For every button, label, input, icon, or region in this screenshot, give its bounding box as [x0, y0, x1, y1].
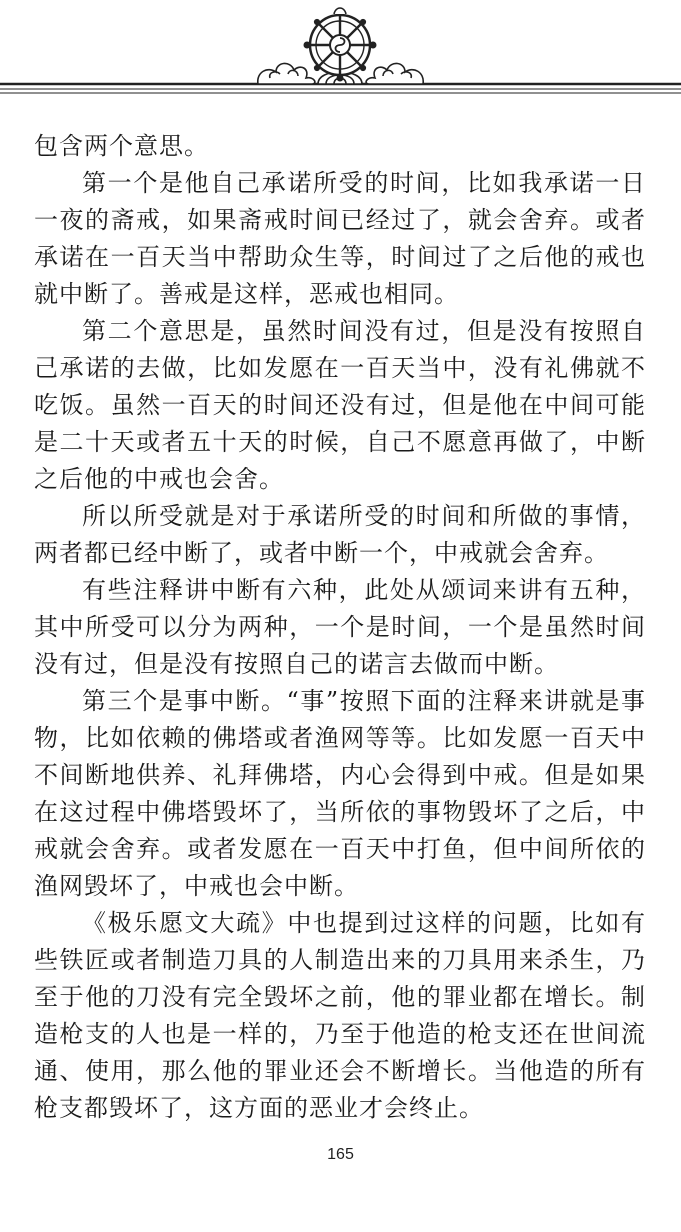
cloud-scroll-ornament-right	[366, 63, 423, 84]
cloud-scroll-ornament-left	[258, 63, 315, 84]
body-text	[34, 128, 646, 1127]
page-header-ornament	[0, 0, 681, 110]
header-rule-lines	[0, 84, 681, 93]
paragraph: 第三个是事中断。“事”按照下面的注释来讲就是事物，比如依赖的佛塔或者渔网等等。比如发愿一百天中不间断地供养、礼拜佛塔，内心会得到中戒。但是如果在这过程中佛塔毁坏了，当所依的事物毁坏了之后，中戒就会舍弃。或者发愿在一百天中打鱼，但中间所依的渔网毁坏了，中戒也会中断。	[34, 687, 646, 900]
paragraph: 有些注释讲中断有六种，此处从颂词来讲有五种，其中所受可以分为两种，一个是时间，一个是虽然时间没有过，但是没有按照自己的诺言去做而中断。	[34, 576, 646, 678]
page-number: 165	[327, 1146, 354, 1163]
paragraph: 《极乐愿文大疏》中也提到过这样的问题，比如有些铁匠或者制造刀具的人制造出来的刀具用来杀生，乃至于他的刀没有完全毁坏之前，他的罪业都在增长。制造枪支的人也是一样的，乃至于他造的枪支还在世间流通、使用，那么他的罪业还会不断增长。当他造的所有枪支都毁坏了，这方面的恶业才会终止。	[34, 909, 646, 1122]
dharma-wheel-icon	[304, 8, 376, 81]
paragraph: 所以所受就是对于承诺所受的时间和所做的事情，两者都已经中断了，或者中断一个，中戒就会舍弃。	[34, 502, 646, 567]
paragraph: 第二个意思是，虽然时间没有过，但是没有按照自己承诺的去做，比如发愿在一百天当中，没有礼佛就不吃饭。虽然一百天的时间还没有过，但是他在中间可能是二十天或者五十天的时候，自己不愿意再做了，中断之后他的中戒也会舍。	[34, 317, 646, 493]
paragraph: 包含两个意思。	[34, 132, 209, 160]
paragraph: 第一个是他自己承诺所受的时间，比如我承诺一日一夜的斋戒，如果斋戒时间已经过了，就会舍弃。或者承诺在一百天当中帮助众生等，时间过了之后他的戒也就中断了。善戒是这样，恶戒也相同。	[34, 169, 646, 308]
